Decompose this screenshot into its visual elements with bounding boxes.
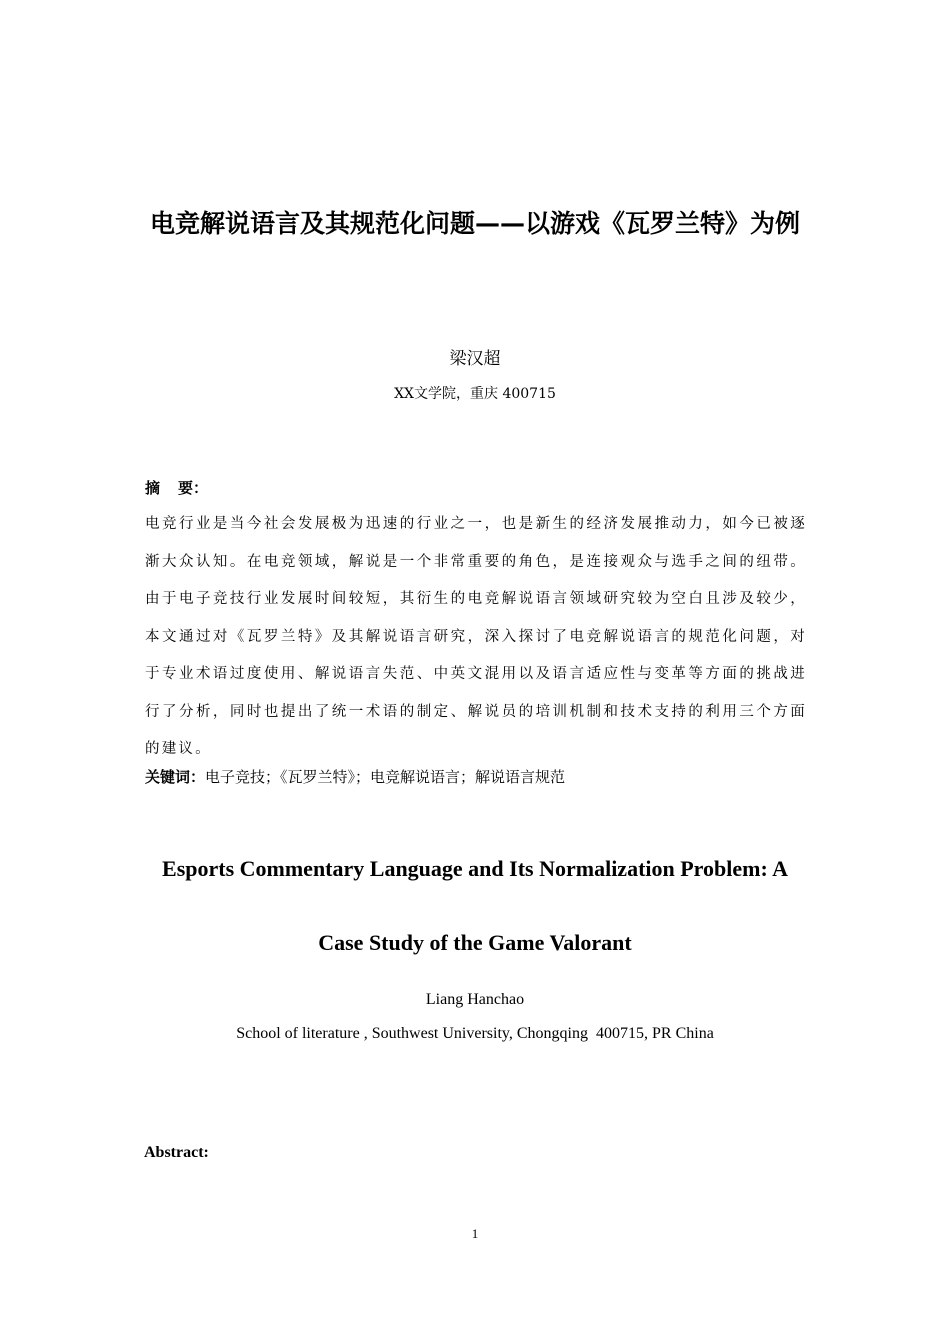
keywords-label: 关键词： (145, 768, 206, 786)
abstract-label-part-1: 摘 (145, 479, 161, 497)
english-affiliation: School of literature , Southwest University, Chongqing 400715, PR China (236, 1025, 714, 1042)
keywords-list: 电子竞技；《瓦罗兰特》；电竞解说语言；解说语言规范 (205, 768, 566, 786)
page-number: 1 (471, 1226, 479, 1241)
abstract-label-part-2: 要： (178, 479, 209, 497)
chinese-abstract-text: 电竞行业是当今社会发展极为迅速的行业之一，也是新生的经济发展推动力，如今已被逐渐大众认知。在电竞领域，解说是一个非常重要的角色，是连接观众与选手之间的纽带。由于电子竞技行业发展时间较短，其衍生的电竞解说语言领域研究较为空白且涉及较少，本文通过对《瓦罗兰特》及其解说语言研究，深入探讨了电竞解说语言的规范化问题，对于专业术语过度使用、解说语言失范、中英文混用以及语言适应性与变革等方面的挑战进行了分析，同时也提出了统一术语的制定、解说员的培训机制和技术支持的利用三个方面的建议。 (145, 516, 807, 757)
chinese-keywords (145, 766, 807, 787)
chinese-author: 梁汉超 (449, 349, 501, 369)
english-author: Liang Hanchao (425, 991, 525, 1008)
chinese-abstract-label (145, 477, 208, 498)
chinese-affiliation: XX文学院，重庆 400715 (394, 386, 556, 402)
english-title: Esports Commentary Language and Its Normalization Problem: A Case Study of the Game Valorant (162, 856, 788, 955)
chinese-title: 电竞解说语言及其规范化问题——以游戏《瓦罗兰特》为例 (149, 209, 800, 238)
english-abstract-label: Abstract: (144, 1144, 209, 1161)
